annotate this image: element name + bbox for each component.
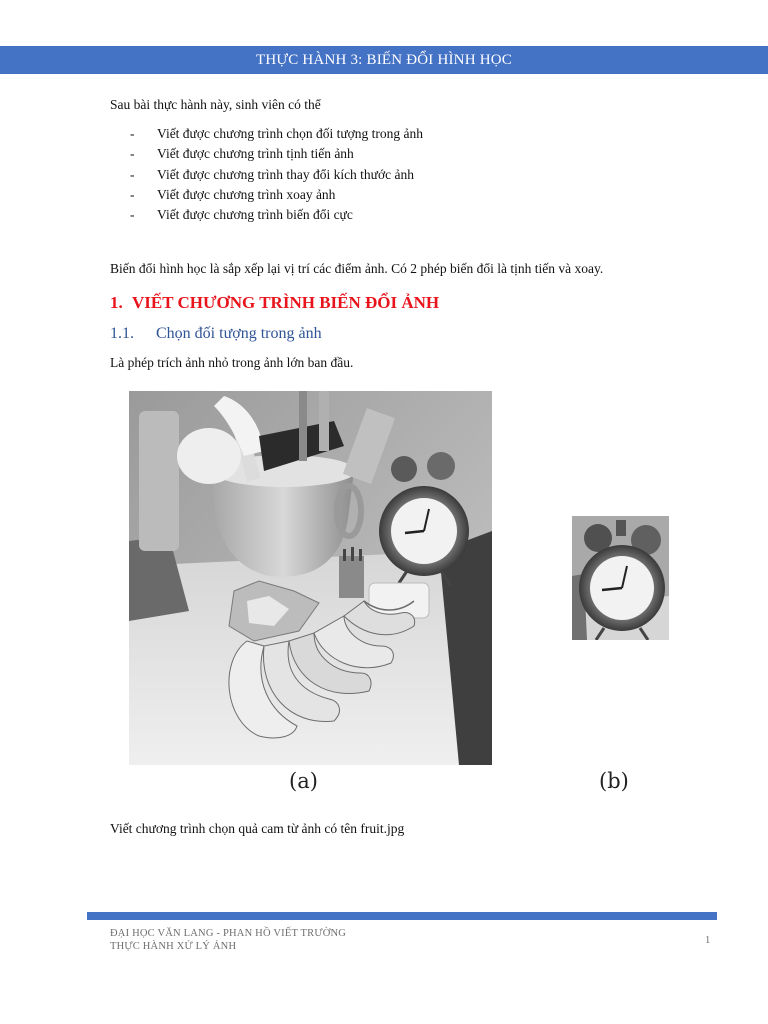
list-dash: -	[130, 186, 135, 202]
footer	[110, 928, 346, 953]
objectives-list	[130, 124, 423, 225]
list-dash: -	[130, 146, 135, 162]
list-item: - Viết được chương trình biến đổi cực	[130, 205, 423, 225]
section-1-1-title: Chọn đối tượng trong ảnh	[156, 325, 322, 342]
list-item: - Viết được chương trình thay đổi kích thước ảnh	[130, 165, 423, 185]
task-text: Viết chương trình chọn quả cam từ ảnh có tên fruit.jpg	[110, 821, 405, 836]
section-1-1-number: 1.1.	[110, 325, 134, 342]
section-1-number: 1.	[110, 293, 123, 312]
footer-line-2: THỰC HÀNH XỬ LÝ ẢNH	[110, 940, 237, 952]
section-1-1-text: Là phép trích ảnh nhỏ trong ảnh lớn ban đầu.	[110, 355, 354, 370]
list-item: - Viết được chương trình tịnh tiến ảnh	[130, 144, 423, 164]
footer-divider	[87, 912, 717, 920]
footer-line-1: ĐẠI HỌC VĂN LANG - PHAN HỒ VIẾT TRƯỜNG	[110, 928, 347, 939]
list-item: - Viết được chương trình xoay ảnh	[130, 185, 423, 205]
list-item: - Viết được chương trình chọn đối tượng trong ảnh	[130, 124, 423, 144]
definition-text: Biến đổi hình học là sắp xếp lại vị trí các điểm ảnh. Có 2 phép biến đổi là tịnh tiến và xoay.	[110, 261, 604, 276]
figure-b-image	[572, 516, 669, 640]
figure-b-caption: (b)	[599, 769, 629, 793]
figure-a-image	[129, 391, 492, 765]
list-dash: -	[130, 126, 135, 141]
intro-text: Sau bài thực hành này, sinh viên có thể	[110, 97, 321, 112]
section-1-1-heading	[110, 325, 322, 343]
page-number: 1	[705, 935, 711, 946]
list-dash: -	[130, 166, 135, 182]
page-title-banner	[0, 46, 768, 74]
section-1-title: VIẾT CHƯƠNG TRÌNH BIẾN ĐỔI ẢNH	[132, 293, 440, 312]
figure-a-caption: (a)	[289, 769, 318, 793]
section-1-heading	[110, 293, 439, 313]
list-dash: -	[130, 207, 135, 223]
page-title: THỰC HÀNH 3: BIẾN ĐỔI HÌNH HỌC	[256, 52, 512, 68]
